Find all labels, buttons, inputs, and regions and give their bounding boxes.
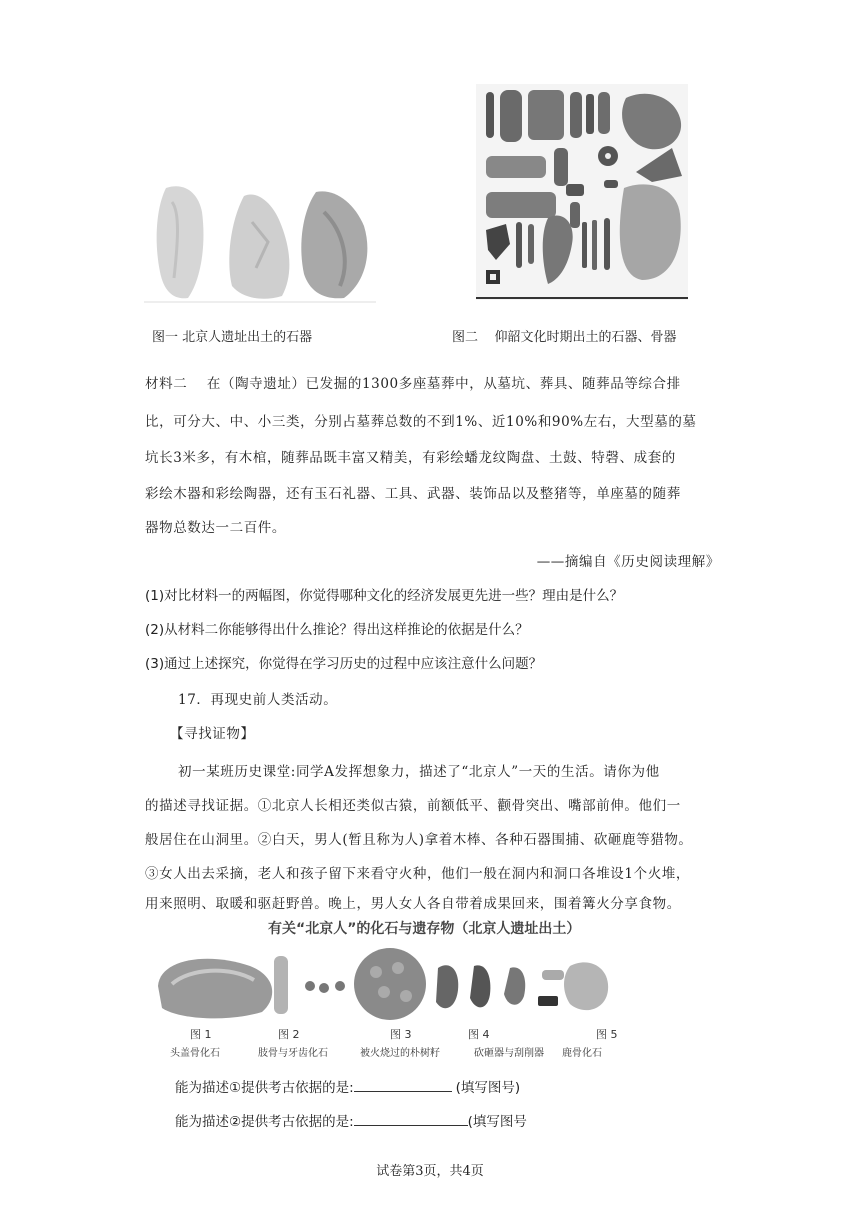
fig-caption-5: 鹿骨化石 bbox=[562, 1048, 602, 1059]
fill-in-2-prompt: 能为描述②提供考古依据的是: bbox=[175, 1114, 354, 1130]
fig-caption-1: 头盖骨化石 bbox=[170, 1048, 220, 1059]
peking-man-stone-tools-image bbox=[144, 182, 376, 304]
q17-line-1: 初一某班历史课堂:同学A发挥想象力，描述了“北京人”一天的生活。请你为他 bbox=[178, 764, 660, 780]
material2-source: ——摘编自《历史阅读理解》 bbox=[536, 554, 720, 570]
peking-man-fossils-figure bbox=[150, 918, 620, 1060]
fossils-images bbox=[150, 946, 620, 1026]
q17-line-3: 般居住在山洞里。②白天，男人(暂且称为人)拿着木棒、各种石器围捕、砍砸鹿等猎物。 bbox=[145, 832, 693, 848]
question-2: (2)从材料二你能够得出什么推论？得出这样推论的依据是什么？ bbox=[145, 622, 529, 638]
material2-line-5: 器物总数达一二百件。 bbox=[145, 520, 286, 536]
q17-line-5: 用来照明、取暖和驱赶野兽。晚上，男人女人各自带着成果回来，围着篝火分享食物。 bbox=[145, 896, 681, 912]
fig-label-1: 图 1 bbox=[190, 1028, 212, 1041]
material2-line-1: 材料二 在（陶寺遗址）已发掘的1300多座墓葬中，从墓坑、葬具、随葬品等综合排 bbox=[145, 376, 681, 392]
q17-line-2: 的描述寻找证据。①北京人长相还类似古猿，前额低平、颧骨突出、嘴部前伸。他们一 bbox=[145, 798, 681, 814]
fill-in-1 bbox=[175, 1076, 520, 1096]
q17-section-heading: 【寻找证物】 bbox=[170, 726, 255, 742]
fossils-figure-title: 有关“北京人”的化石与遗存物（北京人遗址出土） bbox=[268, 921, 581, 937]
fill-in-1-prompt: 能为描述①提供考古依据的是: bbox=[175, 1080, 354, 1096]
fig-caption-3: 被火烧过的朴树籽 bbox=[360, 1048, 440, 1059]
answer-blank-1[interactable] bbox=[354, 1077, 452, 1092]
page-footer: 试卷第3页，共4页 bbox=[376, 1164, 484, 1179]
fill-in-2-hint: (填写图号 bbox=[467, 1114, 527, 1130]
fig-label-4: 图 4 bbox=[468, 1028, 490, 1041]
yangshao-stone-bone-tools-image bbox=[476, 84, 688, 300]
figure-1-caption: 图一 北京人遗址出土的石器 bbox=[152, 330, 313, 345]
q17-title: 17．再现史前人类活动。 bbox=[178, 692, 338, 708]
q17-line-4: ③女人出去采摘，老人和孩子留下来看守火种，他们一般在洞内和洞口各堆设1个火堆， bbox=[145, 866, 690, 882]
fig-label-3: 图 3 bbox=[390, 1028, 412, 1041]
answer-blank-2[interactable] bbox=[354, 1111, 468, 1126]
fig-label-5: 图 5 bbox=[596, 1028, 618, 1041]
question-3: (3)通过上述探究，你觉得在学习历史的过程中应该注意什么问题？ bbox=[145, 656, 543, 672]
figure-2-caption: 图二 仰韶文化时期出土的石器、骨器 bbox=[452, 330, 677, 345]
material2-line-4: 彩绘木器和彩绘陶器，还有玉石礼器、工具、武器、装饰品以及整猪等，单座墓的随葬 bbox=[145, 486, 681, 502]
fill-in-2 bbox=[175, 1110, 527, 1130]
fig-caption-4: 砍砸器与刮削器 bbox=[474, 1048, 544, 1059]
fig-caption-2: 肢骨与牙齿化石 bbox=[258, 1048, 328, 1059]
fill-in-1-hint: (填写图号) bbox=[455, 1080, 521, 1096]
fig-label-2: 图 2 bbox=[278, 1028, 300, 1041]
material2-line-3: 坑长3米多，有木棺，随葬品既丰富又精美，有彩绘蟠龙纹陶盘、土鼓、特磬、成套的 bbox=[145, 450, 676, 466]
question-1: (1)对比材料一的两幅图，你觉得哪种文化的经济发展更先进一些？理由是什么？ bbox=[145, 588, 624, 604]
material2-line-2: 比，可分大、中、小三类，分别占墓葬总数的不到1%、近10%和90%左右，大型墓的墓 bbox=[145, 414, 697, 430]
